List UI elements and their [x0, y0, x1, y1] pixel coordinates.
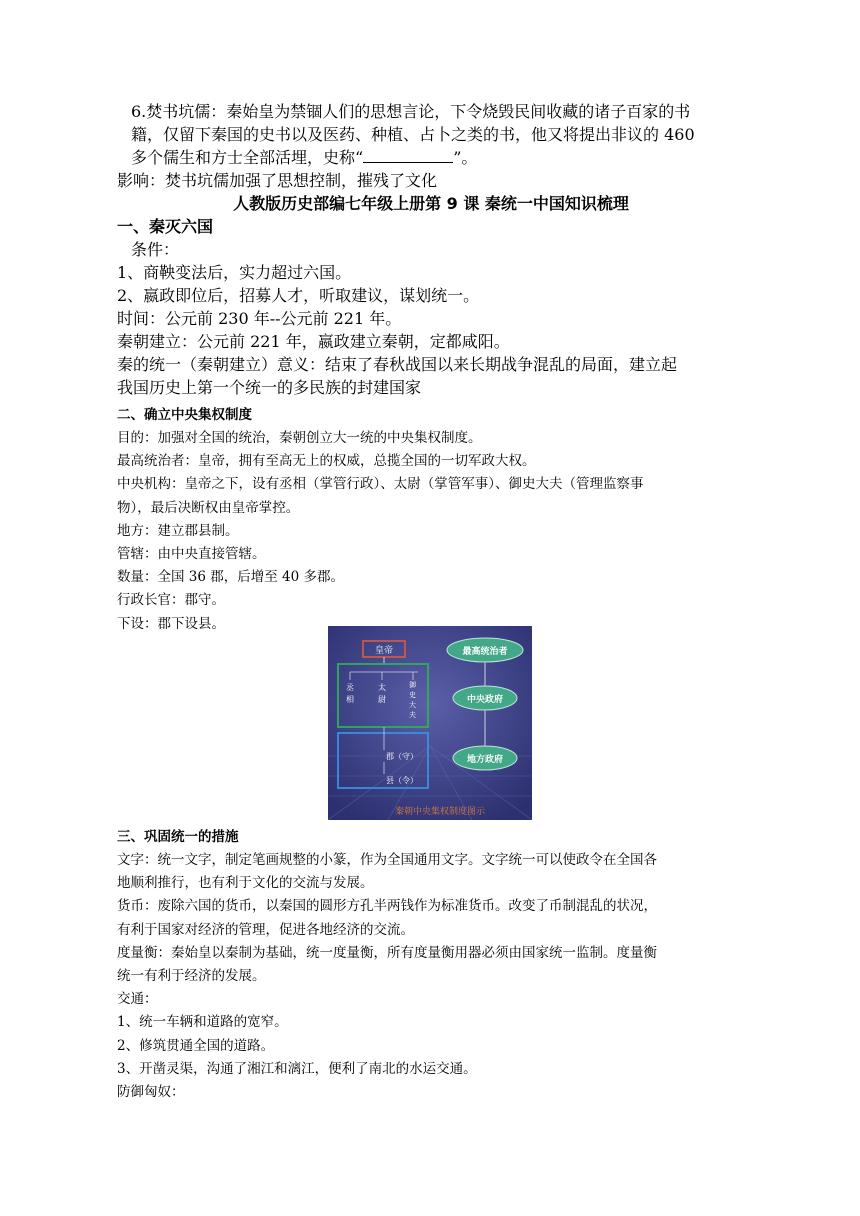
chancellor-char-2: 相	[346, 695, 354, 704]
section2-line: 中央机构：皇帝之下，设有丞相（掌管行政）、太尉（掌管军事）、御史大夫（管理监察事	[117, 476, 644, 493]
section2-line: 下设：郡下设县。	[117, 615, 225, 632]
section3-line: 有利于国家对经济的管理，促进各地经济的交流。	[117, 921, 414, 938]
local-gov-label: 地方政府	[466, 755, 504, 765]
commander-char-1: 太	[378, 683, 386, 692]
intro-line-3-pre: 多个儒生和方士全部活埋，史称“	[131, 148, 364, 167]
section1-line: 1、商鞅变法后，实力超过六国。	[117, 263, 352, 282]
section2-line: 物），最后决断权由皇帝掌控。	[117, 499, 300, 516]
section3-line: 2、修筑贯通全国的道路。	[117, 1037, 275, 1054]
section1-line: 秦朝建立：公元前 221 年，嬴政建立秦朝，定都咸阳。	[117, 332, 510, 351]
intro-line-3	[131, 146, 731, 169]
censor-char-3: 大	[409, 701, 416, 709]
intro-line-1: 6.焚书坑儒：秦始皇为禁锢人们的思想言论，下令烧毁民间收藏的诸子百家的书	[131, 102, 691, 121]
centralization-diagram	[328, 626, 532, 820]
section2-line: 行政长官：郡守。	[117, 592, 225, 609]
section3-line: 货币：废除六国的货币，以秦国的圆形方孔半两钱作为标准货币。改变了币制混乱的状况，	[117, 898, 657, 915]
section3-line: 文字：统一文字，制定笔画规整的小篆，作为全国通用文字。文字统一可以使政令在全国各	[117, 852, 657, 868]
section2-line: 目的：加强对全国的统治，秦朝创立大一统的中央集权制度。	[117, 430, 482, 446]
section1-line: 条件：	[131, 240, 180, 259]
section3-line: 防御匈奴：	[117, 1084, 185, 1101]
section3-line: 地顺利推行，也有利于文化的交流与发展。	[117, 875, 374, 892]
section2-line: 数量：全国 36 郡，后增至 40 多郡。	[117, 569, 345, 586]
section3-line: 统一有利于经济的发展。	[117, 968, 266, 985]
censor-char-2: 史	[409, 691, 416, 699]
document-title: 人教版历史部编七年级上册第 9 课 秦统一中国知识梳理	[233, 194, 629, 213]
intro-line-3-post: ”。	[453, 148, 478, 167]
county-label: 县（令）	[386, 776, 418, 785]
section3-line: 度量衡：秦始皇以秦制为基础，统一度量衡，所有度量衡用器必须由国家统一监制。度量衡	[117, 944, 657, 961]
section3-block	[117, 825, 731, 1104]
document-page	[117, 100, 731, 636]
diagram-svg	[328, 626, 532, 820]
section2-line: 最高统治者：皇帝，拥有至高无上的权威，总揽全国的一切军政大权。	[117, 453, 536, 470]
censor-char-4: 夫	[409, 711, 416, 719]
commander-char-2: 尉	[378, 695, 386, 704]
section1-heading: 一、秦灭六国	[117, 217, 214, 236]
top-ruler-label: 最高统治者	[462, 647, 508, 657]
section1-line: 我国历史上第一个统一的多民族的封建国家	[117, 378, 422, 397]
central-gov-label: 中央政府	[466, 695, 504, 705]
fill-blank	[363, 148, 453, 163]
section1-line: 秦的统一（秦朝建立）意义：结束了春秋战国以来长期战争混乱的局面，建立起	[117, 355, 678, 374]
section1-line: 2、嬴政即位后，招募人才，听取建议，谋划统一。	[117, 286, 480, 305]
chancellor-char-1: 丞	[346, 683, 354, 692]
section2-line: 管辖：由中央直接管辖。	[117, 546, 266, 563]
section3-heading: 三、巩固统一的措施	[117, 829, 239, 845]
emperor-label: 皇帝	[374, 646, 394, 656]
censor-char-1: 御	[409, 681, 416, 689]
section2-line: 地方：建立郡县制。	[117, 522, 239, 539]
section3-line: 1、统一车辆和道路的宽窄。	[117, 1014, 288, 1031]
intro-impact: 影响：焚书坑儒加强了思想控制，摧残了文化	[117, 171, 438, 190]
commandery-label: 郡（守）	[386, 752, 418, 761]
section1-line: 时间：公元前 230 年--公元前 221 年。	[117, 309, 402, 328]
section2-heading: 二、确立中央集权制度	[117, 407, 252, 423]
intro-line-2: 籍，仅留下秦国的史书以及医药、种植、占卜之类的书，他又将提出非议的 460	[131, 125, 695, 144]
section3-line: 交通：	[117, 991, 158, 1008]
diagram-caption: 秦朝中央集权制度图示	[394, 807, 486, 817]
section3-line: 3、开凿灵渠，沟通了湘江和漓江，便利了南北的水运交通。	[117, 1060, 477, 1077]
